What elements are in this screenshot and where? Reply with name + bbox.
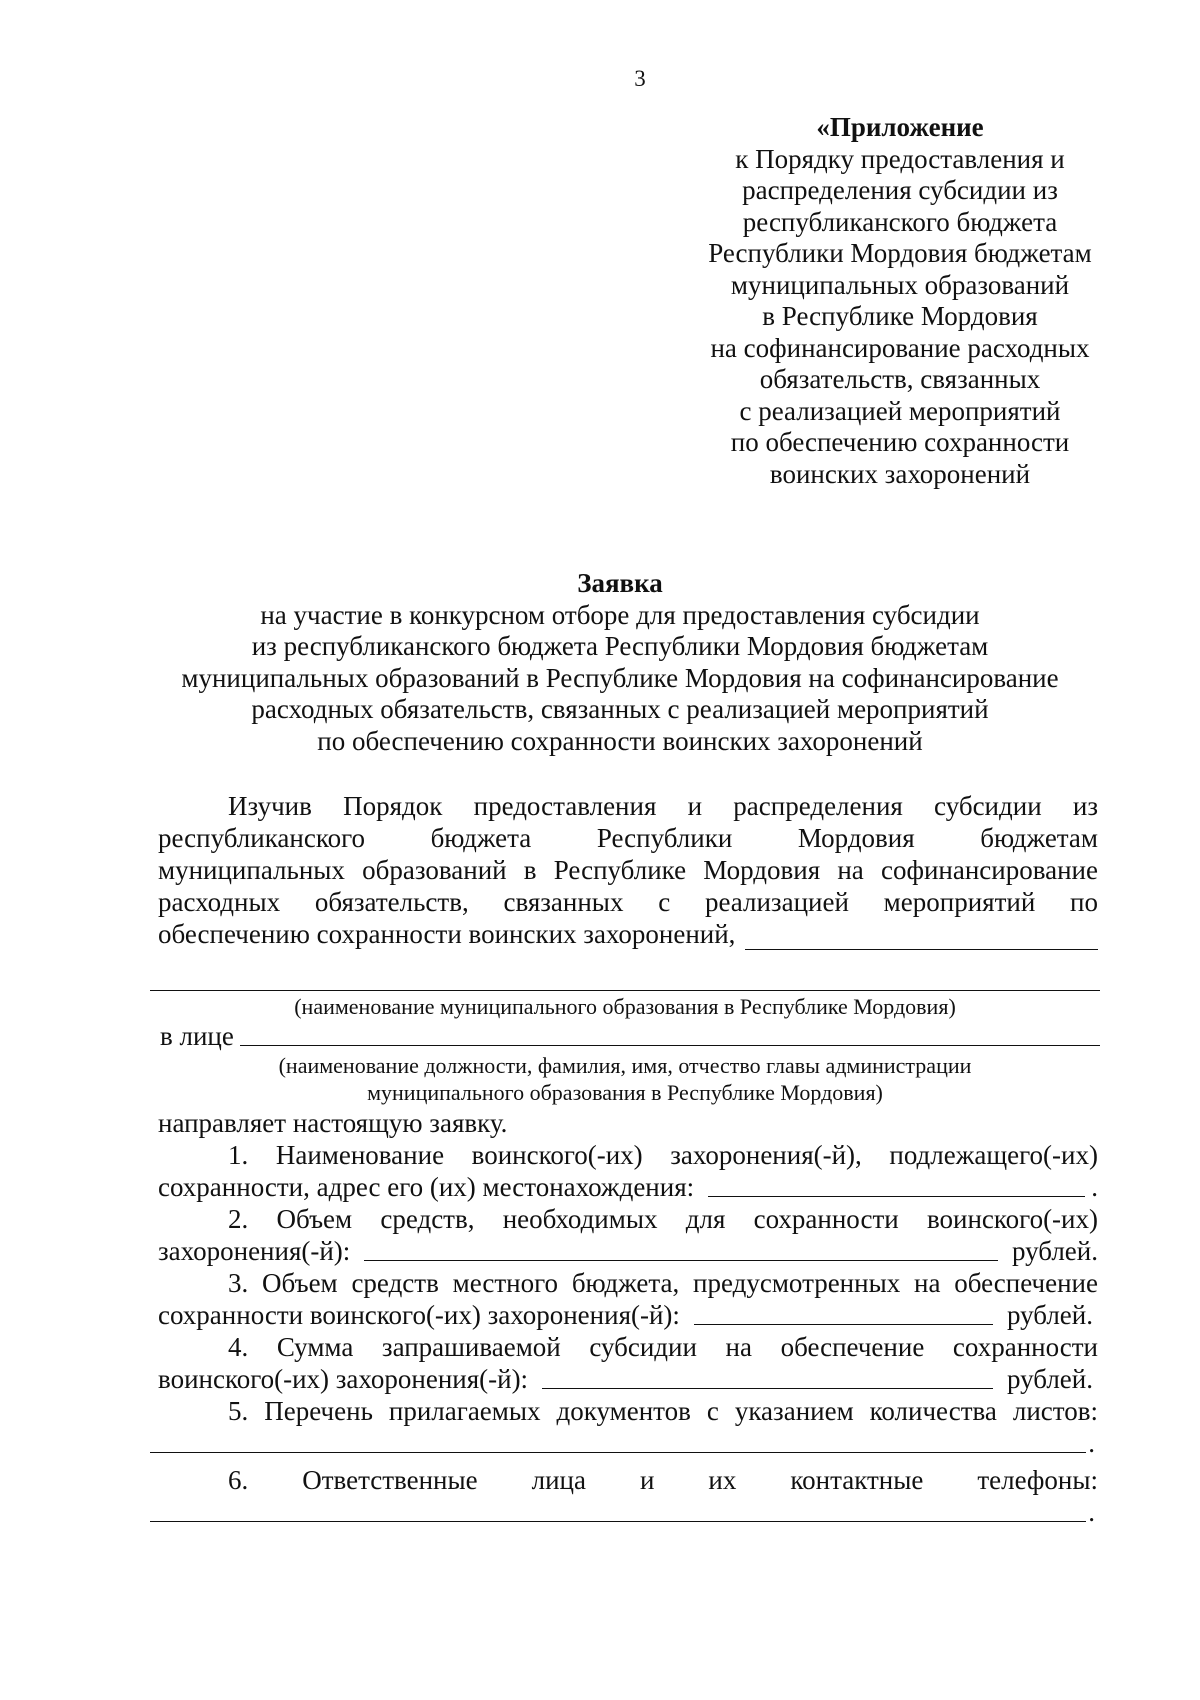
item4-line2: воинского(-их) захоронения(-й): bbox=[158, 1364, 529, 1394]
responsible-persons-field[interactable] bbox=[150, 1521, 1086, 1522]
item3-row bbox=[158, 1299, 1093, 1331]
requested-subsidy-field[interactable] bbox=[542, 1388, 993, 1389]
sends-text: направляет настоящую заявку. bbox=[158, 1108, 508, 1138]
item3-line1: 3. Объем средств местного бюджета, предусмотренных на обеспечение bbox=[228, 1268, 1098, 1298]
intro-paragraph bbox=[158, 790, 1098, 950]
item3-line2: сохранности воинского(-их) захоронения(-й): bbox=[158, 1300, 680, 1330]
application-title: Заявка bbox=[577, 568, 663, 598]
appendix-line: по обеспечению сохранности bbox=[730, 427, 1070, 457]
application-subtitle-line: муниципальных образований в Республике Мордовия на софинансирование bbox=[181, 662, 1059, 693]
appendix-line: обязательств, связанных bbox=[759, 364, 1041, 394]
intro-line: республиканского бюджета Республики Мордовия бюджетам bbox=[158, 823, 1098, 853]
appendix-title: «Приложение bbox=[816, 112, 984, 142]
appendix-line: республиканского бюджета bbox=[742, 206, 1058, 237]
appendix-line: в Республике Мордовия bbox=[762, 301, 1038, 331]
appendix-line: Республики Мордовия бюджетам bbox=[708, 238, 1092, 268]
item2-line1: 2. Объем средств, необходимых для сохранности воинского(-их) bbox=[228, 1204, 1098, 1234]
item4-row bbox=[158, 1363, 1093, 1395]
appendix-line: муниципальных образований bbox=[730, 269, 1070, 300]
item5-period: . bbox=[1088, 1428, 1095, 1458]
local-budget-funds-field[interactable] bbox=[694, 1324, 993, 1325]
documents-list-field[interactable] bbox=[150, 1452, 1086, 1453]
intro-line: расходных обязательств, связанных с реализацией мероприятий по bbox=[158, 887, 1098, 917]
burial-address-field[interactable] bbox=[708, 1196, 1085, 1197]
required-funds-field[interactable] bbox=[364, 1260, 998, 1261]
municipality-blank-line[interactable] bbox=[150, 990, 1100, 991]
intro-last-line bbox=[158, 918, 1098, 950]
application-subtitle-line: по обеспечению сохранности воинских захоронений bbox=[317, 725, 923, 756]
appendix-line: воинских захоронений bbox=[769, 458, 1031, 489]
head-caption-line2: муниципального образования в Республике Мордовия) bbox=[367, 1080, 883, 1105]
in-person-label: в лице bbox=[160, 1021, 234, 1051]
item2-currency: рублей. bbox=[1011, 1236, 1098, 1266]
item2-row bbox=[158, 1235, 1098, 1267]
intro-line: муниципальных образований в Республике Мордовия на софинансирование bbox=[158, 855, 1098, 885]
item4-currency: рублей. bbox=[1006, 1364, 1093, 1394]
appendix-line: распределения субсидии из bbox=[742, 175, 1058, 205]
intro-line: обеспечению сохранности воинских захоронений, bbox=[158, 919, 736, 949]
item3-currency: рублей. bbox=[1006, 1300, 1093, 1330]
item4-line1: 4. Сумма запрашиваемой субсидии на обеспечение сохранности bbox=[228, 1332, 1098, 1362]
intro-line: Изучив Порядок предоставления и распределения субсидии из bbox=[228, 791, 1098, 821]
item6-row bbox=[150, 1496, 1095, 1528]
application-subtitle-line: из республиканского бюджета Республики Мордовия бюджетам bbox=[251, 631, 989, 661]
appendix-line: с реализацией мероприятий bbox=[739, 395, 1061, 426]
in-person-row bbox=[160, 1020, 1100, 1052]
appendix-line: на софинансирование расходных bbox=[710, 332, 1090, 363]
item5-row bbox=[150, 1427, 1095, 1459]
item6-period: . bbox=[1088, 1497, 1095, 1527]
application-heading bbox=[150, 568, 1090, 757]
head-caption-line1: (наименование должности, фамилия, имя, отчество главы администрации bbox=[278, 1053, 972, 1078]
item1-period: . bbox=[1091, 1172, 1098, 1202]
item1-row bbox=[158, 1171, 1098, 1203]
item1-line2: сохранности, адрес его (их) местонахождения: bbox=[158, 1172, 695, 1202]
page-number: 3 bbox=[634, 66, 646, 91]
item6-line1: 6. Ответственные лица и их контактные телефоны: bbox=[228, 1465, 1098, 1495]
application-subtitle-line: на участие в конкурсном отборе для предоставления субсидии bbox=[260, 599, 980, 630]
municipality-caption: (наименование муниципального образования в Республике Мордовия) bbox=[294, 994, 956, 1019]
application-subtitle-line: расходных обязательств, связанных с реализацией мероприятий bbox=[251, 694, 989, 724]
item1-line1: 1. Наименование воинского(-их) захоронения(-й), подлежащего(-их) bbox=[228, 1140, 1098, 1170]
appendix-header bbox=[680, 112, 1120, 490]
head-name-blank-field[interactable] bbox=[240, 1045, 1100, 1046]
item2-line2: захоронения(-й): bbox=[158, 1236, 351, 1266]
municipality-blank-field[interactable] bbox=[745, 925, 1098, 950]
appendix-line: к Порядку предоставления и bbox=[735, 143, 1065, 174]
item5-line1: 5. Перечень прилагаемых документов с указанием количества листов: bbox=[228, 1396, 1098, 1426]
